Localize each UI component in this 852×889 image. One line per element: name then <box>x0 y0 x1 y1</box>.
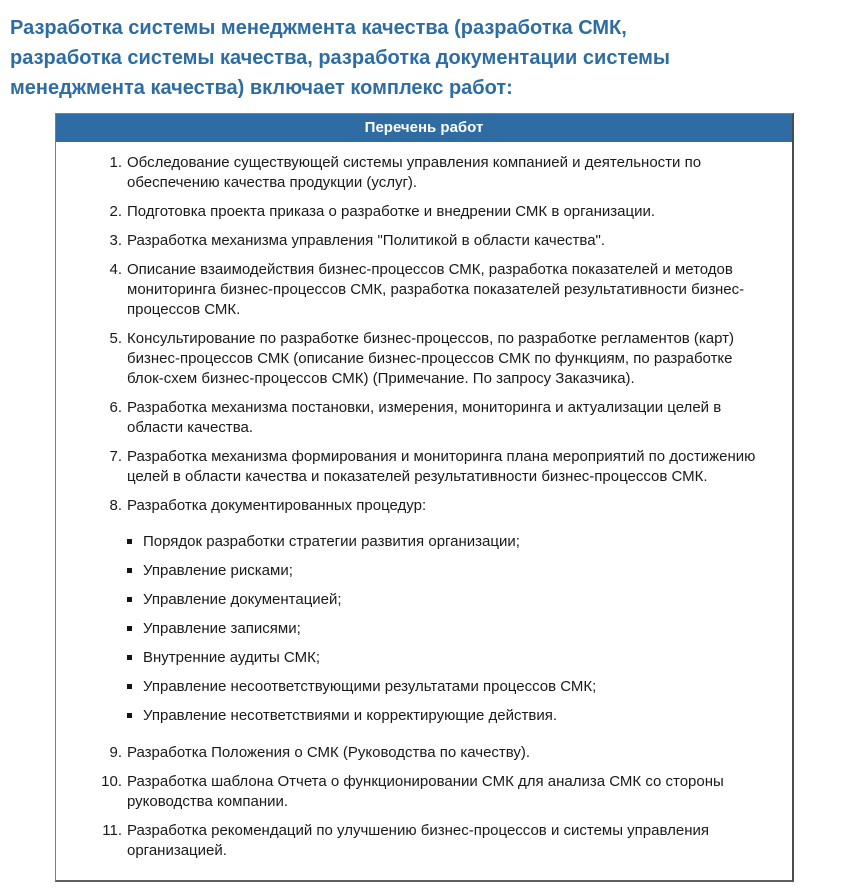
work-item-text: Разработка механизма формирования и мониторинга плана мероприятий по достижению целей в области качества и показателей результативности бизнес-процессов СМК. <box>127 448 756 485</box>
work-item-text: Разработка рекомендаций по улучшению бизнес-процессов и системы управления организацией. <box>127 822 709 859</box>
work-item <box>56 743 772 763</box>
work-item <box>56 772 772 812</box>
work-subitem <box>56 532 772 552</box>
square-bullet-icon <box>127 597 132 602</box>
work-subitem <box>56 706 772 726</box>
work-subitem-text: Управление документацией; <box>143 591 342 608</box>
work-subitem-text: Порядок разработки стратегии развития организации; <box>143 533 520 550</box>
work-item-text: Консультирование по разработке бизнес-процессов, по разработке регламентов (карт) бизнес-процессов СМК (описание бизнес-процессов СМК по функциям, по разработке блок-схем бизнес-процессов СМК) (Примечание. По запросу Заказчика). <box>127 330 735 387</box>
work-item-number: 2. <box>109 203 122 220</box>
work-subitem <box>56 677 772 697</box>
work-item-number: 8. <box>109 497 122 514</box>
work-item <box>56 398 772 438</box>
work-item <box>56 447 772 487</box>
square-bullet-icon <box>127 684 132 689</box>
work-item-number: 9. <box>109 744 122 761</box>
work-item-number: 6. <box>109 399 122 416</box>
worklist-header: Перечень работ <box>56 114 792 142</box>
work-item-number: 10. <box>101 773 122 790</box>
square-bullet-icon <box>127 626 132 631</box>
work-item <box>56 231 772 251</box>
work-item-number: 3. <box>109 232 122 249</box>
worklist-table <box>55 113 794 882</box>
work-item-text: Разработка Положения о СМК (Руководства по качеству). <box>127 744 531 761</box>
work-subitem <box>56 648 772 668</box>
page-heading <box>10 13 852 103</box>
page-heading-line-3: менеджмента качества) включает комплекс работ: <box>10 77 513 99</box>
square-bullet-icon <box>127 713 132 718</box>
work-subitem-text: Управление рисками; <box>143 562 293 579</box>
work-item-number: 11. <box>102 822 122 839</box>
work-item-text: Подготовка проекта приказа о разработке и внедрении СМК в организации. <box>127 203 656 220</box>
square-bullet-icon <box>127 539 132 544</box>
work-subitem-text: Внутренние аудиты СМК; <box>143 649 320 666</box>
work-item <box>56 260 772 320</box>
square-bullet-icon <box>127 568 132 573</box>
worklist-sub-bullets <box>56 532 772 726</box>
work-subitem-text: Управление несоответствующими результатами процессов СМК; <box>143 678 597 695</box>
worklist-items-9-11 <box>56 743 772 861</box>
worklist-items-1-8 <box>56 153 772 516</box>
worklist-body <box>56 142 792 880</box>
work-subitem-text: Управление записями; <box>143 620 301 637</box>
work-subitem <box>56 561 772 581</box>
work-item-number: 7. <box>109 448 122 465</box>
work-item-text: Разработка механизма постановки, измерения, мониторинга и актуализации целей в области качества. <box>127 399 722 436</box>
work-subitem-text: Управление несответствиями и корректирующие действия. <box>143 707 558 724</box>
work-item <box>56 153 772 193</box>
work-item-number: 4. <box>109 261 122 278</box>
work-item-text: Обследование существующей системы управления компанией и деятельности по обеспечению качества продукции (услуг). <box>127 154 702 191</box>
work-item-text: Разработка документированных процедур: <box>127 497 427 514</box>
work-item-number: 5. <box>109 330 122 347</box>
work-subitem <box>56 590 772 610</box>
work-item <box>56 202 772 222</box>
work-item-number: 1. <box>109 154 122 171</box>
work-item <box>56 821 772 861</box>
work-item <box>56 329 772 389</box>
square-bullet-icon <box>127 655 132 660</box>
work-item <box>56 496 772 516</box>
page-heading-line-1: Разработка системы менеджмента качества (разработка СМК, <box>10 17 627 39</box>
work-subitem <box>56 619 772 639</box>
work-item-text: Разработка механизма управления "Политикой в области качества". <box>127 232 606 249</box>
work-item-text: Разработка шаблона Отчета о функционировании СМК для анализа СМК со стороны руководства компании. <box>127 773 724 810</box>
work-item-text: Описание взаимодействия бизнес-процессов СМК, разработка показателей и методов мониторинга бизнес-процессов СМК, разработка показателей результативности бизнес-процессов СМК. <box>127 261 745 318</box>
page-heading-line-2: разработка системы качества, разработка документации системы <box>10 47 670 69</box>
